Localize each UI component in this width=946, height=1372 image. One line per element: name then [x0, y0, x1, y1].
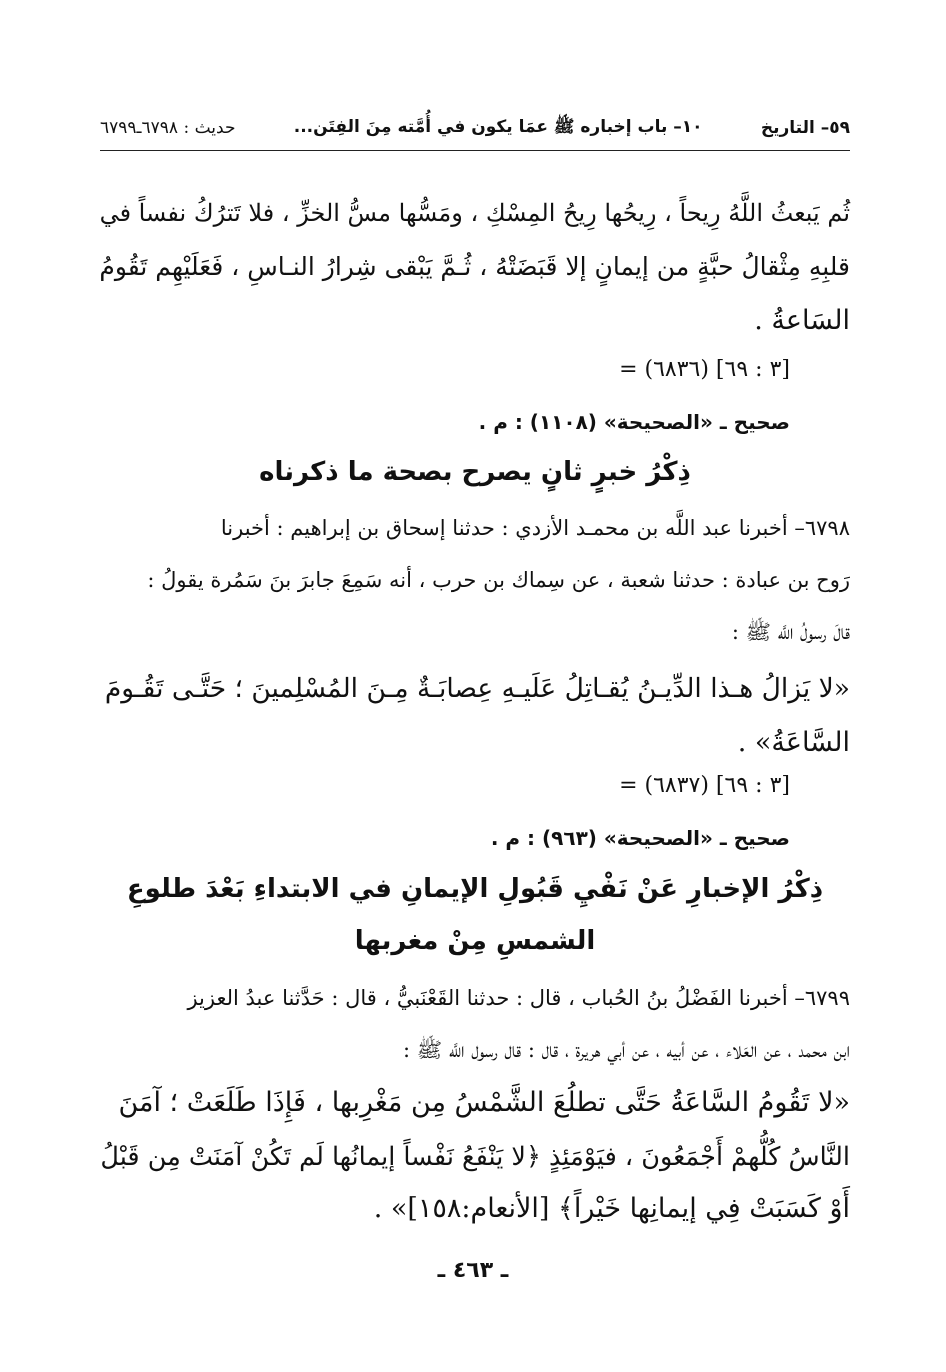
header-divider	[100, 150, 850, 151]
section-heading: ذِكْرُ خبرٍ ثانٍ يصرح بصحة ما ذكرناه	[259, 457, 691, 487]
grade-note: صحيح ـ «الصحيحة» (٩٦٣) : م .	[490, 826, 790, 850]
isnad-line: ٦٧٩٩– أخبرنا الفَضْلُ بنُ الحُباب ، قال : حدثنا القَعْنَبيُّ ، قال : حَدَّثنا عبدُ العزيز	[187, 986, 850, 1010]
isnad-line: رَوح بن عبادة : حدثنا شعبة ، عن سِماك بن حرب ، أنه سَمِعَ جابرَ بنَ سَمُرة يقولُ :	[147, 568, 850, 592]
matn-line: «لا يَزالُ هـذا الدِّيـنُ يُقـاتِلُ عَلَيـهِ عِصابَـةٌ مِـنَ المُسْلِمينَ ؛ حَتَّـى تَقُـومَ	[104, 673, 850, 704]
grade-note: صحيح ـ «الصحيحة» (١١٠٨) : م .	[478, 410, 790, 434]
section-heading: ذِكْرُ الإخبارِ عَنْ نَفْيِ قَبُولِ الإيمانِ في الابتداءِ بَعْدَ طلوعِ	[126, 874, 824, 904]
matn-line: النَّاسُ كُلُّهمْ أَجْمَعُونَ ، فيَوْمَئِذٍ ﴿لا يَنْفَعُ نَفْساً إيمانُها لَم تَكُنْ آمَنَتْ مِن قَبْلُ	[100, 1142, 850, 1172]
section-heading: الشمسِ مِنْ مغربها	[354, 926, 596, 956]
text-line: ثُم يَبعثُ اللَّهُ رِيحاً ، رِيحُها رِيحُ المِسْكِ ، ومَسُّها مسُّ الخزِّ ، فلا تَترُكُ نفساً في	[99, 199, 850, 227]
chapter-title: ٥٩– التاريخ	[760, 118, 850, 138]
isnad-line: ابن محمد ، عن العَلاء ، عن أبيه ، عن أبي هريرة ، قال : قال رسول اللَّه ﷺ :	[403, 1038, 850, 1062]
text-line: السَاعةُ .	[754, 305, 850, 336]
matn-line: «لا تَقُومُ السَّاعَةُ حَتَّى تطلُعَ الشَّمْسُ مِن مَغْرِبها ، فَإِذَا طَلَعَتْ ؛ آمَنَ	[118, 1087, 850, 1118]
matn-line: أَوْ كَسَبَتْ فِي إيمانِها خَيْراً﴾ [الأنعام:١٥٨]» .	[373, 1193, 850, 1224]
running-header	[100, 108, 850, 148]
matn-line: السَّاعَةُ» .	[737, 727, 850, 758]
isnad-line: ٦٧٩٨– أخبرنا عبد اللَّه بن محمـد الأزدي : حدثنا إسحاق بن إبراهيم : أخبرنا	[220, 516, 850, 540]
isnad-line: قالَ رسولُ اللَّه ﷺ :	[731, 620, 850, 644]
hadith-range: حديث : ٦٧٩٨ـ٦٧٩٩	[100, 118, 236, 138]
text-line: قلبِهِ مِثْقالُ حبَّةٍ من إيمانٍ إلا قَبَضَتْهُ ، ثُـمَّ يَبْقى شِرارُ النـاسِ ، فَعَلَيْهِم تَقُومُ	[99, 252, 850, 281]
page-number: ـ ٤٦٣ ـ	[437, 1258, 509, 1283]
section-title: ١٠– باب إخباره ﷺ عمَا يكون في أُمَّته مِنَ الفِتَن...	[293, 116, 703, 137]
citation: = (٦٨٣٦) [٣ : ٦٩]	[619, 357, 790, 382]
citation: = (٦٨٣٧) [٣ : ٦٩]	[619, 773, 790, 798]
